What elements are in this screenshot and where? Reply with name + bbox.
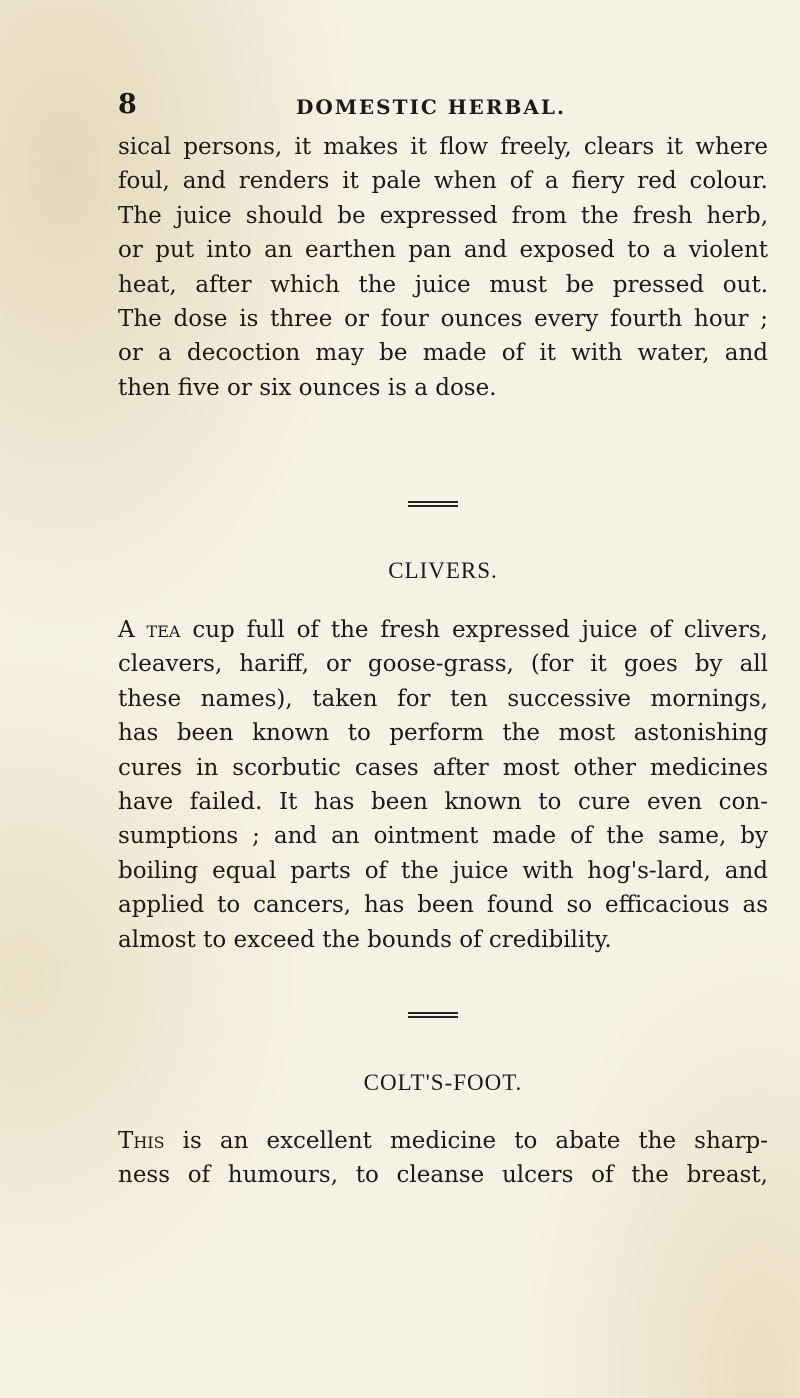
section-heading-clivers: CLIVERS. — [388, 558, 498, 583]
text-line: foul, and renders it pale when of a fiery red colour. — [118, 168, 768, 195]
first-line-text: is an excellent medicine to abate the sharp- — [164, 1128, 768, 1154]
text-line: has been known to perform the most astonishing — [118, 720, 768, 747]
text-line-first — [118, 613, 768, 647]
page-header — [118, 89, 768, 125]
text-line: ness of humours, to cleanse ulcers of the breast, — [118, 1162, 768, 1189]
clivers-paragraph — [118, 613, 768, 957]
text-line: sumptions ; and an ointment made of the same, by — [118, 823, 768, 850]
section-heading-coltsfoot: COLT'S-FOOT. — [363, 1070, 523, 1095]
first-line-text: cup full of the fresh expressed juice of clivers, — [180, 617, 768, 643]
text-line: boiling equal parts of the juice with hog's-lard, and — [118, 857, 768, 884]
text-line: cleavers, hariff, or goose-grass, (for it goes by all — [118, 651, 768, 678]
initial-word: A — [118, 617, 135, 643]
text-line: applied to cancers, has been found so efficacious as — [118, 892, 768, 919]
smallcaps-word: tea — [146, 617, 181, 643]
text-line: The juice should be expressed from the fresh herb, — [118, 202, 768, 229]
section-divider — [408, 1012, 458, 1020]
text-line: sical persons, it makes it flow freely, clears it where — [118, 134, 768, 160]
smallcaps-word: his — [133, 1128, 165, 1154]
text-line: have failed. It has been known to cure even con- — [118, 788, 768, 815]
text-line: or put into an earthen pan and exposed to a violent — [118, 237, 768, 264]
page-number: 8 — [118, 89, 137, 120]
continued-paragraph — [118, 130, 768, 405]
text-line: heat, after which the juice must be pressed out. — [118, 271, 768, 298]
coltsfoot-paragraph — [118, 1124, 768, 1193]
section-divider — [408, 501, 458, 509]
text-line: cures in scorbutic cases after most other medicines — [118, 754, 768, 781]
text-line: then five or six ounces is a dose. — [118, 374, 497, 401]
text-line: almost to exceed the bounds of credibility. — [118, 926, 612, 953]
text-line: these names), taken for ten successive mornings, — [118, 685, 768, 712]
running-head: DOMESTIC HERBAL. — [296, 95, 566, 119]
text-line-first — [118, 1124, 768, 1158]
text-line: or a decoction may be made of it with water, and — [118, 340, 768, 367]
text-line: The dose is three or four ounces every fourth hour ; — [118, 305, 768, 332]
initial-word: T — [118, 1128, 134, 1154]
